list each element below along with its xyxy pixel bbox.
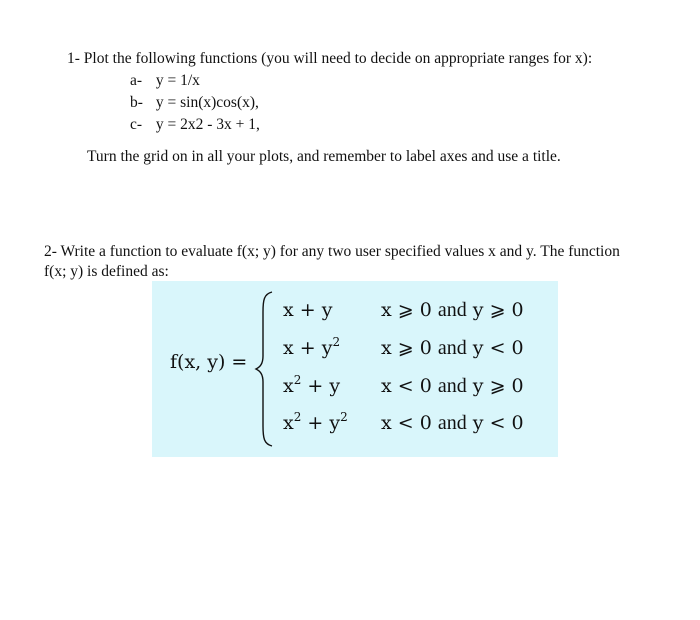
item-function: y = 2x2 - 3x + 1,: [155, 116, 260, 133]
case-2-expression: $x + y^2$: [283, 335, 341, 359]
case-4-condition: x < 0 and y < 0: [381, 412, 524, 434]
formula-lhs: f(x, y) =: [170, 351, 248, 373]
question-1-item-a: [130, 72, 200, 90]
item-label: a-: [130, 72, 143, 89]
case-3-expression: $x^2 + y$: [283, 373, 341, 397]
case-2-condition: x ⩾ 0 and y < 0: [381, 337, 524, 359]
piecewise-formula: [152, 281, 558, 457]
question-2-title-continued: f(x; y) is defined as:: [44, 263, 169, 280]
item-function: y = sin(x)cos(x),: [155, 94, 259, 111]
case-1-expression: x + y: [283, 299, 333, 321]
question-2-title: 2- Write a function to evaluate f(x; y) for any two user specified values x and y. The function: [44, 243, 620, 260]
question-1-item-b: [130, 94, 259, 112]
item-label: b-: [130, 94, 143, 111]
item-function: y = 1/x: [155, 72, 200, 89]
left-brace: [254, 290, 276, 448]
case-1-condition: x ⩾ 0 and y ⩾ 0: [381, 299, 524, 321]
case-4-expression: $x^2 + y^2$: [283, 410, 348, 434]
question-1-note: Turn the grid on in all your plots, and remember to label axes and use a title.: [87, 148, 561, 165]
question-1-item-c: [130, 116, 260, 134]
item-label: c-: [130, 116, 143, 133]
case-3-condition: x < 0 and y ⩾ 0: [381, 375, 524, 397]
question-1-title: 1- Plot the following functions (you will need to decide on appropriate ranges for x):: [67, 50, 593, 67]
